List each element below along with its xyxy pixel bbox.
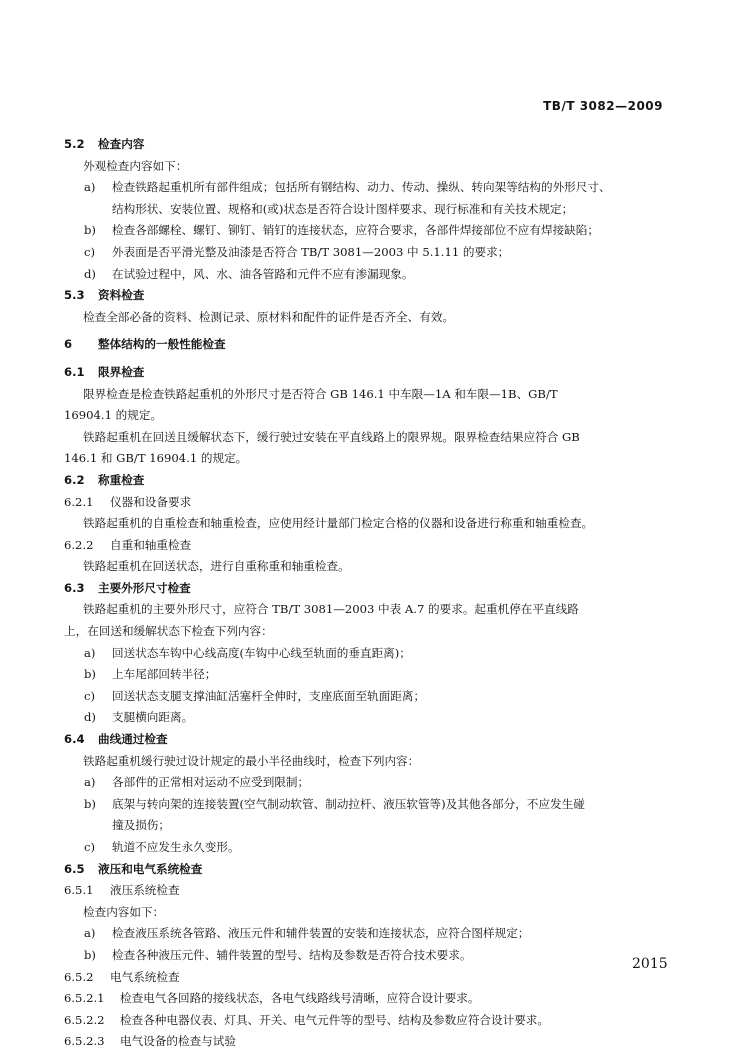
page-number: 2015 [632, 956, 668, 972]
clause-number: 6.5.2.1 [64, 991, 105, 1006]
clause-text: 液压系统检查 [110, 883, 180, 898]
list-item [0, 707, 739, 729]
list-item [0, 664, 739, 686]
paragraph-line: 铁路起重机在回送且缓解状态下，缓行驶过安装在平直线路上的限界规。限界检查结果应符合 GB [83, 429, 580, 444]
clause-number: 6.5 [64, 861, 85, 876]
document-body [0, 134, 739, 1053]
clause-text: 曲线通过检查 [98, 732, 168, 747]
clause-text: 资料检查 [98, 288, 145, 303]
list-item-continuation: 撞及损伤； [112, 818, 170, 833]
list-item [0, 643, 739, 665]
paragraph-line: 铁路起重机的自重检查和轴重检查，应使用经计量部门检定合格的仪器和设备进行称重和轴重检查。 [83, 516, 594, 531]
section-heading [0, 362, 739, 384]
list-item-marker: a) [84, 926, 96, 941]
paragraph-line: 限界检查是检查铁路起重机的外形尺寸是否符合 GB 146.1 中车限—1A 和车限—1B、GB/T [83, 386, 558, 401]
clause-text: 自重和轴重检查 [110, 537, 192, 552]
section-heading [0, 578, 739, 600]
clause-text: 主要外形尺寸检查 [98, 580, 191, 595]
clause-text: 检查电气各回路的接线状态，各电气线路线号清晰，应符合设计要求。 [120, 991, 480, 1006]
clause-text: 检查内容 [98, 137, 145, 151]
list-item-marker: b) [84, 667, 96, 682]
section-heading [0, 859, 739, 881]
clause-number: 6.5.2 [64, 969, 94, 984]
clause-number: 5.2 [64, 137, 85, 151]
list-item [0, 220, 739, 242]
list-item-marker: b) [84, 796, 96, 811]
clause-text: 电气设备的检查与试验 [120, 1034, 236, 1049]
clause-text: 液压和电气系统检查 [98, 861, 203, 876]
list-item [0, 772, 739, 794]
clause-text: 电气系统检查 [110, 969, 180, 984]
list-item [0, 945, 739, 967]
clause-text: 称重检查 [98, 472, 145, 487]
subsection-line [0, 880, 739, 902]
list-item-marker: c) [84, 244, 96, 259]
list-item-marker: d) [84, 266, 96, 281]
paragraph-line: 上，在回送和缓解状态下检查下列内容： [64, 624, 273, 639]
list-item-marker: b) [84, 223, 96, 238]
paragraph-line: 外观检查内容如下： [83, 158, 188, 173]
list-item [0, 686, 739, 708]
clause-number: 6.2.2 [64, 537, 94, 552]
clause-text: 整体结构的一般性能检查 [98, 337, 226, 352]
clause-number: 5.3 [64, 288, 85, 303]
clause-number: 6.2.1 [64, 494, 94, 509]
list-item [0, 837, 739, 859]
paragraph-line: 检查内容如下： [83, 904, 165, 919]
list-item-text: 底架与转向架的连接装置(空气制动软管、制动拉杆、液压软管等)及其他各部分，不应发生碰 [112, 796, 585, 811]
subsection-line [0, 535, 739, 557]
list-item-text: 外表面是否平滑光整及油漆是否符合 TB/T 3081—2003 中 5.1.11 的要求； [112, 244, 510, 259]
list-item [0, 794, 739, 816]
paragraph-line: 铁路起重机的主要外形尺寸，应符合 TB/T 3081—2003 中表 A.7 的要求。起重机停在平直线路 [83, 602, 579, 617]
list-item-marker: a) [84, 775, 96, 790]
list-item-marker: d) [84, 710, 96, 725]
section-heading [0, 285, 739, 307]
list-item-text: 在试验过程中，风、水、油各管路和元件不应有渗漏现象。 [112, 266, 414, 281]
subsection-line [0, 988, 739, 1010]
list-item [0, 177, 739, 199]
list-item-marker: b) [84, 947, 96, 962]
list-item-text: 检查各部螺栓、螺钉、铆钉、销钉的连接状态，应符合要求，各部件焊接部位不应有焊接缺陷； [112, 223, 599, 238]
clause-number: 6 [64, 337, 73, 352]
paragraph-line: 16904.1 的规定。 [64, 408, 163, 423]
paragraph-line: 146.1 和 GB/T 16904.1 的规定。 [64, 451, 248, 466]
list-item-text: 上车尾部回转半径； [112, 667, 217, 682]
subsection-line [0, 1010, 739, 1032]
paragraph-line: 铁路起重机缓行驶过设计规定的最小半径曲线时，检查下列内容： [83, 753, 420, 768]
list-item-marker: a) [84, 180, 96, 195]
list-item-continuation: 结构形状、安装位置、规格和(或)状态是否符合设计图样要求、现行标准和有关技术规定； [112, 201, 574, 216]
subsection-line [0, 1031, 739, 1053]
subsection-line [0, 967, 739, 989]
list-item-text: 支腿横向距离。 [112, 710, 194, 725]
list-item-text: 轨道不应发生永久变形。 [112, 840, 240, 854]
clause-number: 6.2 [64, 472, 85, 487]
section-heading [0, 729, 739, 751]
clause-text: 仪器和设备要求 [110, 494, 192, 509]
section-heading [0, 334, 739, 356]
clause-text: 检查各种电器仪表、灯具、开关、电气元件等的型号、结构及参数应符合设计要求。 [120, 1012, 549, 1027]
clause-number: 6.1 [64, 364, 85, 379]
list-item [0, 242, 739, 264]
clause-number: 6.3 [64, 580, 85, 595]
paragraph-line: 检查全部必备的资料、检测记录、原材料和配件的证件是否齐全、有效。 [83, 309, 455, 324]
clause-number: 6.5.1 [64, 883, 94, 898]
list-item-text: 检查铁路起重机所有部件组成；包括所有钢结构、动力、传动、操纵、转向架等结构的外形尺寸、 [112, 180, 611, 195]
clause-number: 6.4 [64, 732, 85, 747]
clause-text: 限界检查 [98, 364, 145, 379]
section-heading [0, 470, 739, 492]
list-item [0, 264, 739, 286]
list-item-marker: c) [84, 688, 96, 703]
list-item-text: 各部件的正常相对运动不应受到限制； [112, 775, 310, 790]
list-item-text: 检查各种液压元件、辅件装置的型号、结构及参数是否符合技术要求。 [112, 947, 472, 962]
list-item-text: 回送状态支腿支撑油缸活塞杆全伸时，支座底面至轨面距离； [112, 688, 426, 703]
standard-code: TB/T 3082—2009 [543, 99, 663, 113]
list-item [0, 923, 739, 945]
list-item-text: 检查液压系统各管路、液压元件和辅件装置的安装和连接状态，应符合图样规定； [112, 926, 530, 941]
list-item-text: 回送状态车钩中心线高度(车钩中心线至轨面的垂直距离)； [112, 645, 411, 660]
clause-number: 6.5.2.3 [64, 1034, 105, 1049]
subsection-line [0, 492, 739, 514]
list-item-marker: c) [84, 840, 96, 854]
section-heading [0, 134, 739, 156]
list-item-marker: a) [84, 645, 96, 660]
paragraph-line: 铁路起重机在回送状态，进行自重称重和轴重检查。 [83, 559, 350, 574]
clause-number: 6.5.2.2 [64, 1012, 105, 1027]
